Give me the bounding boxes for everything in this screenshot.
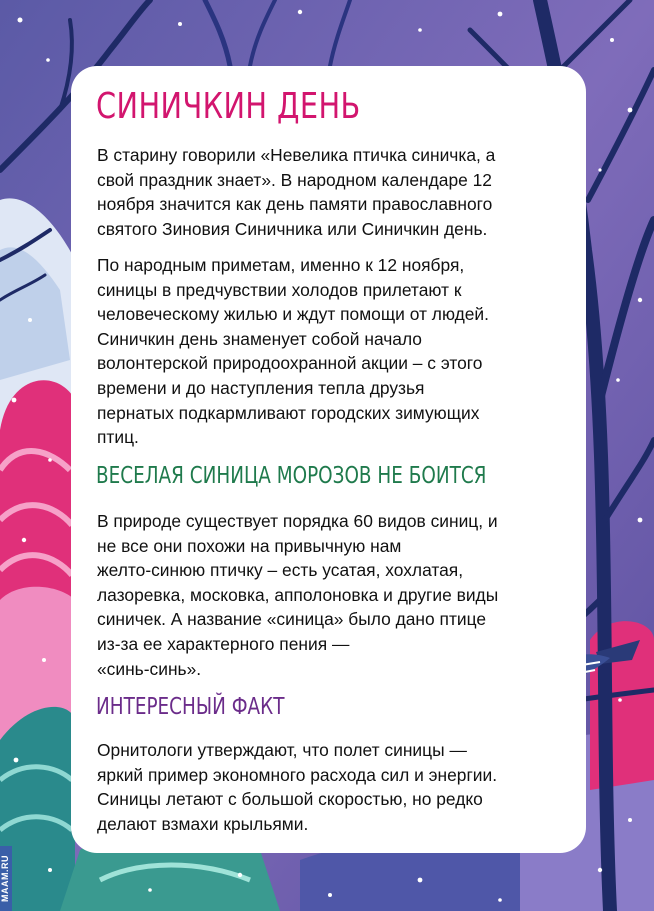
section-heading-merry-titmouse: ВЕСЕЛАЯ СИНИЦА МОРОЗОВ НЕ БОИТСЯ [96,463,487,489]
text-line: яркий пример экономного расхода сил и энергии. [97,764,498,785]
text-line: синицы в предчувствии холодов прилетают к [97,279,462,300]
watermark-label: MAAM.RU [0,846,12,911]
text-line: делают взмахи крыльями. [97,813,309,834]
text-line: птиц. [97,427,139,448]
text-line: пернатых подкармливают городских зимующих [97,402,480,423]
text-line: человеческому жилью и ждут помощи от людей. [97,304,489,325]
section-heading-interesting-fact: ИНТЕРЕСНЫЙ ФАКТ [96,694,285,720]
text-line: не все они похожи на привычную нам [97,535,402,556]
text-line: волонтерской природоохранной акции – с этого [97,353,483,374]
omens-paragraph [97,253,489,450]
text-line: лазоревка, московка, апполоновка и другие виды [97,584,499,605]
species-paragraph [97,509,498,681]
text-line: В старину говорили «Невелика птичка синичка, а [97,145,496,165]
text-line: По народным приметам, именно к 12 ноября, [97,255,465,275]
text-line: синичек. А название «синица» было дано птице [97,609,487,630]
page-title: СИНИЧКИН ДЕНЬ [96,86,361,127]
text-line: Синицы летают с большой скоростью, но редко [97,789,483,810]
text-line: желто-синюю птичку – есть усатая, хохлатая, [97,560,464,581]
text-line: свой праздник знает». В народном календаре 12 [97,169,492,190]
text-line: Синичкин день знаменует собой начало [97,328,422,349]
text-line: времени и до наступления тепла друзья [97,377,425,398]
text-line: Орнитологи утверждают, что полет синицы — [97,740,467,760]
text-line: святого Зиновия Синичника или Синичкин день. [97,218,488,239]
text-line: ноября значится как день памяти православного [97,194,493,215]
text-line: из-за ее характерного пения — [97,633,350,654]
intro-paragraph [97,143,495,241]
text-line: В природе существует порядка 60 видов синиц, и [97,511,498,531]
fact-paragraph [97,738,497,836]
text-line: «синь-синь». [97,658,202,679]
